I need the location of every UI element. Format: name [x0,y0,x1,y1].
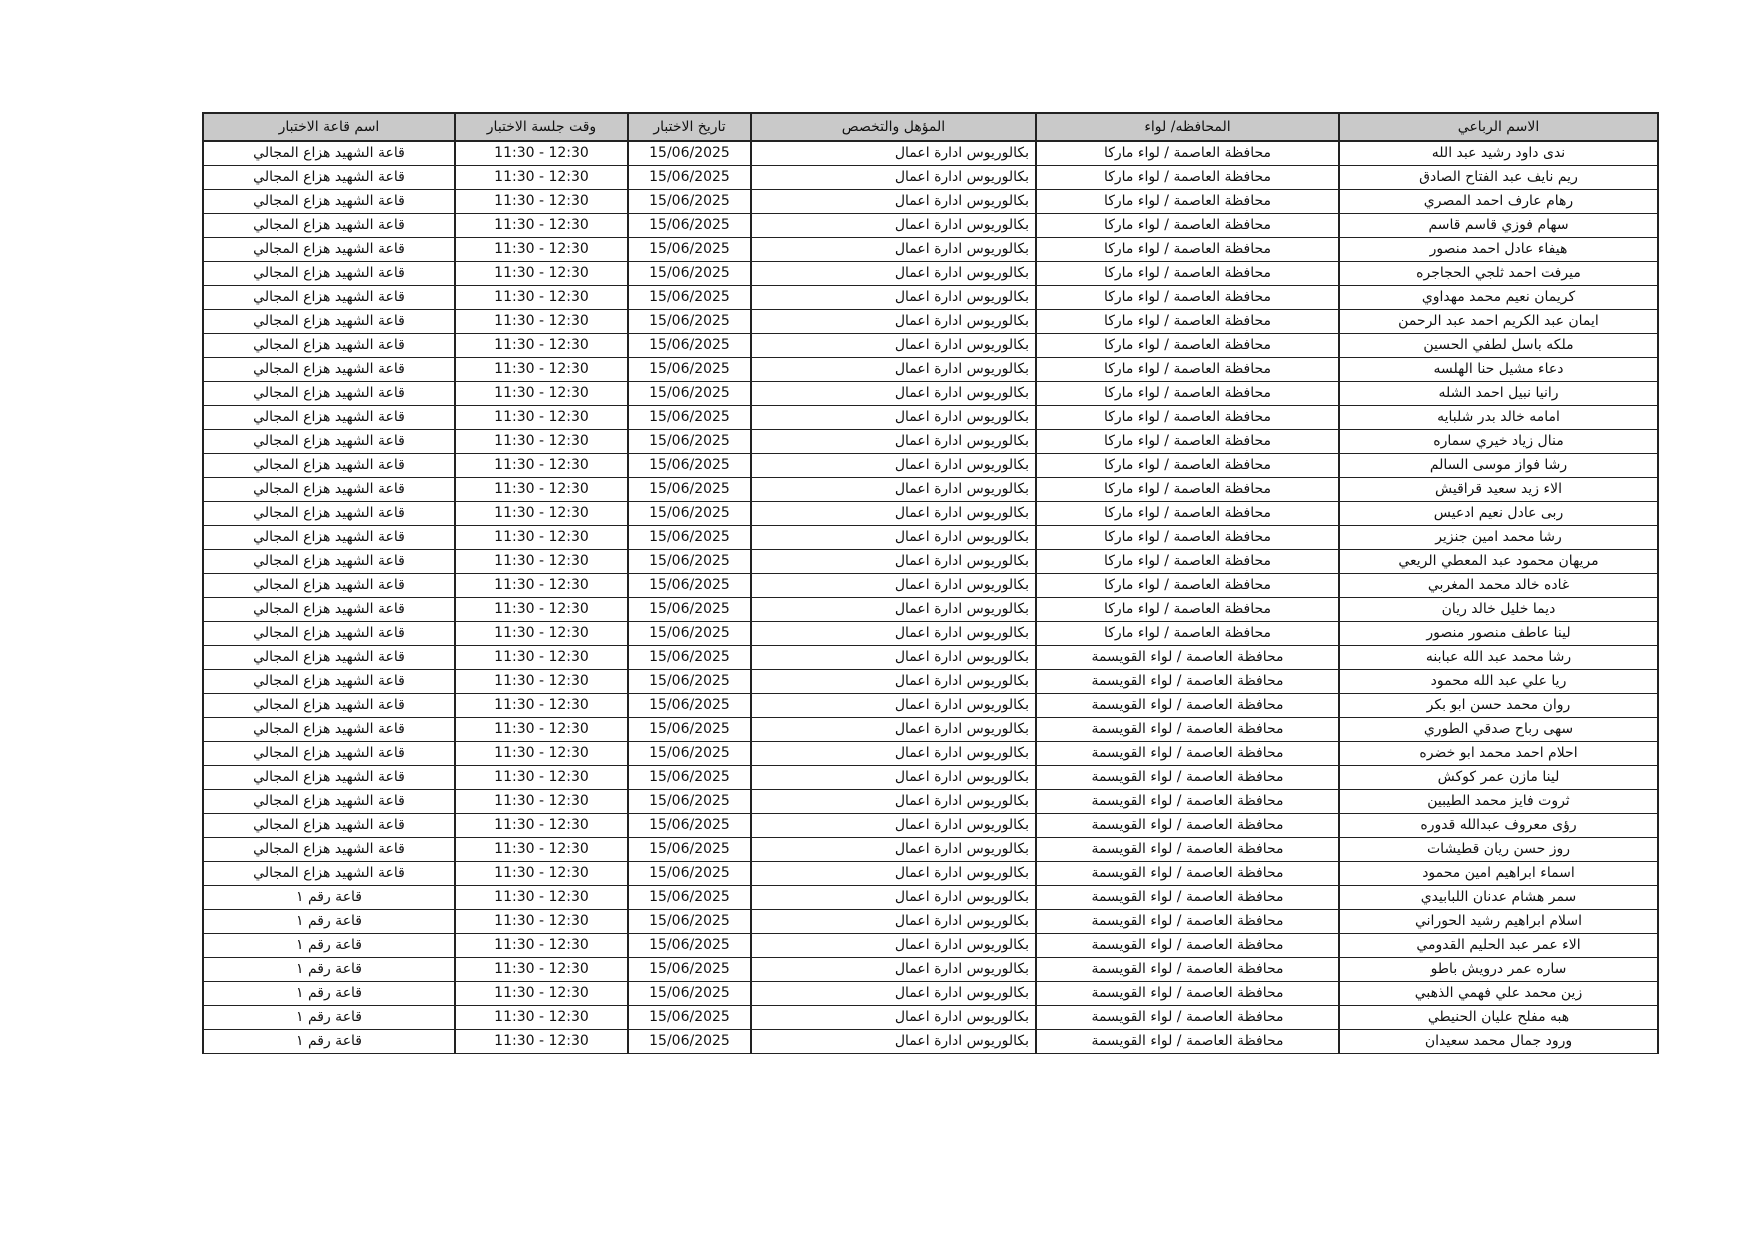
cell-qualification: بكالوريوس ادارة اعمال [751,814,1036,838]
cell-date: 15/06/2025 [628,646,751,670]
cell-qualification: بكالوريوس ادارة اعمال [751,910,1036,934]
cell-name: رانيا نبيل احمد الشله [1339,382,1658,406]
header-time: وقت جلسة الاختبار [455,113,628,141]
cell-qualification: بكالوريوس ادارة اعمال [751,742,1036,766]
cell-date: 15/06/2025 [628,430,751,454]
cell-date: 15/06/2025 [628,358,751,382]
cell-hall: قاعة الشهيد هزاع المجالي [203,766,455,790]
cell-time: 11:30 - 12:30 [455,334,628,358]
cell-qualification: بكالوريوس ادارة اعمال [751,382,1036,406]
cell-hall: قاعة الشهيد هزاع المجالي [203,310,455,334]
cell-date: 15/06/2025 [628,141,751,166]
cell-time: 11:30 - 12:30 [455,598,628,622]
cell-date: 15/06/2025 [628,1006,751,1030]
cell-governorate: محافظة العاصمة / لواء القويسمة [1036,718,1339,742]
cell-governorate: محافظة العاصمة / لواء ماركا [1036,598,1339,622]
cell-governorate: محافظة العاصمة / لواء ماركا [1036,478,1339,502]
cell-governorate: محافظة العاصمة / لواء ماركا [1036,406,1339,430]
cell-time: 11:30 - 12:30 [455,934,628,958]
cell-date: 15/06/2025 [628,406,751,430]
cell-governorate: محافظة العاصمة / لواء ماركا [1036,382,1339,406]
cell-date: 15/06/2025 [628,862,751,886]
cell-qualification: بكالوريوس ادارة اعمال [751,502,1036,526]
cell-name: هبه مفلح عليان الحنيطي [1339,1006,1658,1030]
cell-time: 11:30 - 12:30 [455,262,628,286]
table-row [203,262,1658,286]
cell-governorate: محافظة العاصمة / لواء ماركا [1036,550,1339,574]
table-row [203,502,1658,526]
cell-name: ميرفت احمد ثلجي الحجاجره [1339,262,1658,286]
cell-name: رشا فواز موسى السالم [1339,454,1658,478]
cell-governorate: محافظة العاصمة / لواء القويسمة [1036,910,1339,934]
cell-governorate: محافظة العاصمة / لواء القويسمة [1036,790,1339,814]
cell-qualification: بكالوريوس ادارة اعمال [751,478,1036,502]
table-row [203,958,1658,982]
cell-governorate: محافظة العاصمة / لواء ماركا [1036,286,1339,310]
cell-governorate: محافظة العاصمة / لواء ماركا [1036,622,1339,646]
table-row [203,718,1658,742]
cell-name: رشا محمد امين جنزير [1339,526,1658,550]
cell-name: منال زياد خيري سماره [1339,430,1658,454]
cell-hall: قاعة الشهيد هزاع المجالي [203,382,455,406]
cell-time: 11:30 - 12:30 [455,838,628,862]
header-date: تاريخ الاختبار [628,113,751,141]
cell-date: 15/06/2025 [628,238,751,262]
table-row [203,598,1658,622]
cell-name: لينا عاطف منصور منصور [1339,622,1658,646]
table-row [203,526,1658,550]
table-row [203,238,1658,262]
cell-name: ملكه باسل لطفي الحسين [1339,334,1658,358]
cell-hall: قاعة رقم ١ [203,1006,455,1030]
cell-qualification: بكالوريوس ادارة اعمال [751,766,1036,790]
cell-hall: قاعة الشهيد هزاع المجالي [203,502,455,526]
table-row [203,166,1658,190]
cell-hall: قاعة الشهيد هزاع المجالي [203,718,455,742]
cell-time: 11:30 - 12:30 [455,790,628,814]
cell-hall: قاعة الشهيد هزاع المجالي [203,190,455,214]
cell-qualification: بكالوريوس ادارة اعمال [751,574,1036,598]
cell-governorate: محافظة العاصمة / لواء القويسمة [1036,958,1339,982]
cell-name: ندى داود رشيد عبد الله [1339,141,1658,166]
cell-name: دعاء مشيل حنا الهلسه [1339,358,1658,382]
cell-qualification: بكالوريوس ادارة اعمال [751,214,1036,238]
cell-governorate: محافظة العاصمة / لواء ماركا [1036,574,1339,598]
cell-name: روان محمد حسن ابو بكر [1339,694,1658,718]
cell-hall: قاعة الشهيد هزاع المجالي [203,430,455,454]
cell-name: رهام عارف احمد المصري [1339,190,1658,214]
cell-governorate: محافظة العاصمة / لواء ماركا [1036,190,1339,214]
table-row [203,646,1658,670]
cell-governorate: محافظة العاصمة / لواء ماركا [1036,310,1339,334]
cell-time: 11:30 - 12:30 [455,526,628,550]
cell-time: 11:30 - 12:30 [455,1030,628,1054]
cell-hall: قاعة رقم ١ [203,934,455,958]
cell-name: غاده خالد محمد المغربي [1339,574,1658,598]
cell-time: 11:30 - 12:30 [455,478,628,502]
cell-date: 15/06/2025 [628,694,751,718]
cell-hall: قاعة الشهيد هزاع المجالي [203,838,455,862]
table-row [203,886,1658,910]
cell-hall: قاعة الشهيد هزاع المجالي [203,238,455,262]
cell-time: 11:30 - 12:30 [455,406,628,430]
cell-governorate: محافظة العاصمة / لواء القويسمة [1036,1006,1339,1030]
table-row [203,286,1658,310]
cell-governorate: محافظة العاصمة / لواء ماركا [1036,262,1339,286]
cell-time: 11:30 - 12:30 [455,766,628,790]
table-row [203,406,1658,430]
cell-time: 11:30 - 12:30 [455,430,628,454]
cell-date: 15/06/2025 [628,934,751,958]
cell-time: 11:30 - 12:30 [455,214,628,238]
table-row [203,454,1658,478]
cell-hall: قاعة الشهيد هزاع المجالي [203,358,455,382]
cell-qualification: بكالوريوس ادارة اعمال [751,358,1036,382]
cell-time: 11:30 - 12:30 [455,454,628,478]
cell-date: 15/06/2025 [628,838,751,862]
cell-governorate: محافظة العاصمة / لواء ماركا [1036,214,1339,238]
cell-date: 15/06/2025 [628,286,751,310]
cell-qualification: بكالوريوس ادارة اعمال [751,190,1036,214]
cell-name: امامه خالد بدر شلبايه [1339,406,1658,430]
header-qualification: المؤهل والتخصص [751,113,1036,141]
cell-name: زين محمد علي فهمي الذهبي [1339,982,1658,1006]
header-row [203,113,1658,141]
cell-governorate: محافظة العاصمة / لواء ماركا [1036,238,1339,262]
table-row [203,190,1658,214]
cell-hall: قاعة الشهيد هزاع المجالي [203,622,455,646]
table-row [203,982,1658,1006]
header-hall: اسم قاعة الاختبار [203,113,455,141]
cell-time: 11:30 - 12:30 [455,166,628,190]
cell-hall: قاعة الشهيد هزاع المجالي [203,742,455,766]
cell-qualification: بكالوريوس ادارة اعمال [751,934,1036,958]
cell-governorate: محافظة العاصمة / لواء القويسمة [1036,1030,1339,1054]
cell-qualification: بكالوريوس ادارة اعمال [751,670,1036,694]
cell-qualification: بكالوريوس ادارة اعمال [751,430,1036,454]
cell-name: ورود جمال محمد سعيدان [1339,1030,1658,1054]
cell-time: 11:30 - 12:30 [455,141,628,166]
header-name: الاسم الرباعي [1339,113,1658,141]
cell-governorate: محافظة العاصمة / لواء القويسمة [1036,766,1339,790]
cell-name: سمر هشام عدنان اللبابيدي [1339,886,1658,910]
table-row [203,934,1658,958]
cell-name: كريمان نعيم محمد مهداوي [1339,286,1658,310]
cell-governorate: محافظة العاصمة / لواء ماركا [1036,334,1339,358]
cell-governorate: محافظة العاصمة / لواء ماركا [1036,430,1339,454]
cell-qualification: بكالوريوس ادارة اعمال [751,1006,1036,1030]
cell-governorate: محافظة العاصمة / لواء القويسمة [1036,934,1339,958]
table-row [203,862,1658,886]
cell-qualification: بكالوريوس ادارة اعمال [751,406,1036,430]
cell-date: 15/06/2025 [628,478,751,502]
cell-name: ربى عادل نعيم ادعيس [1339,502,1658,526]
cell-time: 11:30 - 12:30 [455,382,628,406]
cell-qualification: بكالوريوس ادارة اعمال [751,334,1036,358]
cell-name: الاء زيد سعيد قراقيش [1339,478,1658,502]
cell-governorate: محافظة العاصمة / لواء القويسمة [1036,814,1339,838]
cell-governorate: محافظة العاصمة / لواء القويسمة [1036,670,1339,694]
cell-governorate: محافظة العاصمة / لواء القويسمة [1036,886,1339,910]
cell-time: 11:30 - 12:30 [455,958,628,982]
cell-time: 11:30 - 12:30 [455,358,628,382]
cell-governorate: محافظة العاصمة / لواء ماركا [1036,454,1339,478]
cell-hall: قاعة الشهيد هزاع المجالي [203,262,455,286]
cell-time: 11:30 - 12:30 [455,886,628,910]
cell-governorate: محافظة العاصمة / لواء القويسمة [1036,838,1339,862]
cell-name: ديما خليل خالد ريان [1339,598,1658,622]
cell-name: اسماء ابراهيم امين محمود [1339,862,1658,886]
cell-date: 15/06/2025 [628,310,751,334]
table-row [203,358,1658,382]
cell-hall: قاعة الشهيد هزاع المجالي [203,286,455,310]
cell-hall: قاعة الشهيد هزاع المجالي [203,526,455,550]
cell-governorate: محافظة العاصمة / لواء ماركا [1036,166,1339,190]
table-row [203,742,1658,766]
cell-qualification: بكالوريوس ادارة اعمال [751,550,1036,574]
table-row [203,670,1658,694]
cell-qualification: بكالوريوس ادارة اعمال [751,862,1036,886]
table-row [203,310,1658,334]
table-row [203,910,1658,934]
cell-governorate: محافظة العاصمة / لواء ماركا [1036,358,1339,382]
cell-name: ريم نايف عبد الفتاح الصادق [1339,166,1658,190]
cell-name: الاء عمر عبد الحليم القدومي [1339,934,1658,958]
cell-hall: قاعة الشهيد هزاع المجالي [203,694,455,718]
cell-date: 15/06/2025 [628,382,751,406]
cell-hall: قاعة الشهيد هزاع المجالي [203,141,455,166]
cell-name: هيفاء عادل احمد منصور [1339,238,1658,262]
cell-qualification: بكالوريوس ادارة اعمال [751,166,1036,190]
cell-time: 11:30 - 12:30 [455,814,628,838]
cell-date: 15/06/2025 [628,214,751,238]
cell-date: 15/06/2025 [628,622,751,646]
cell-hall: قاعة رقم ١ [203,982,455,1006]
cell-name: مريهان محمود عبد المعطي الريعي [1339,550,1658,574]
table-row [203,622,1658,646]
cell-governorate: محافظة العاصمة / لواء القويسمة [1036,742,1339,766]
table-row [203,1030,1658,1054]
cell-date: 15/06/2025 [628,598,751,622]
table-row [203,1006,1658,1030]
cell-date: 15/06/2025 [628,190,751,214]
cell-time: 11:30 - 12:30 [455,310,628,334]
table-row [203,766,1658,790]
header-governorate: المحافظه/ لواء [1036,113,1339,141]
cell-date: 15/06/2025 [628,574,751,598]
cell-qualification: بكالوريوس ادارة اعمال [751,694,1036,718]
cell-time: 11:30 - 12:30 [455,862,628,886]
cell-qualification: بكالوريوس ادارة اعمال [751,958,1036,982]
cell-name: سهام فوزي قاسم قاسم [1339,214,1658,238]
cell-date: 15/06/2025 [628,982,751,1006]
cell-qualification: بكالوريوس ادارة اعمال [751,838,1036,862]
exam-schedule-table [202,112,1659,1054]
cell-hall: قاعة الشهيد هزاع المجالي [203,814,455,838]
cell-time: 11:30 - 12:30 [455,238,628,262]
cell-time: 11:30 - 12:30 [455,622,628,646]
cell-name: ساره عمر درويش باطو [1339,958,1658,982]
cell-date: 15/06/2025 [628,742,751,766]
cell-hall: قاعة الشهيد هزاع المجالي [203,598,455,622]
cell-date: 15/06/2025 [628,262,751,286]
cell-name: سهى رباح صدقي الطوري [1339,718,1658,742]
cell-date: 15/06/2025 [628,502,751,526]
cell-hall: قاعة الشهيد هزاع المجالي [203,574,455,598]
cell-time: 11:30 - 12:30 [455,982,628,1006]
table-row [203,214,1658,238]
table-row [203,478,1658,502]
cell-qualification: بكالوريوس ادارة اعمال [751,238,1036,262]
cell-qualification: بكالوريوس ادارة اعمال [751,886,1036,910]
table-row [203,550,1658,574]
cell-date: 15/06/2025 [628,958,751,982]
table-row [203,334,1658,358]
cell-hall: قاعة رقم ١ [203,1030,455,1054]
cell-qualification: بكالوريوس ادارة اعمال [751,790,1036,814]
cell-time: 11:30 - 12:30 [455,190,628,214]
cell-name: ثروت فايز محمد الطيبين [1339,790,1658,814]
cell-date: 15/06/2025 [628,334,751,358]
cell-hall: قاعة رقم ١ [203,886,455,910]
cell-name: لينا مازن عمر كوكش [1339,766,1658,790]
cell-qualification: بكالوريوس ادارة اعمال [751,526,1036,550]
cell-hall: قاعة الشهيد هزاع المجالي [203,646,455,670]
table-row [203,790,1658,814]
cell-time: 11:30 - 12:30 [455,742,628,766]
cell-hall: قاعة الشهيد هزاع المجالي [203,550,455,574]
cell-date: 15/06/2025 [628,766,751,790]
cell-time: 11:30 - 12:30 [455,646,628,670]
cell-qualification: بكالوريوس ادارة اعمال [751,982,1036,1006]
cell-name: رؤى معروف عبدالله قدوره [1339,814,1658,838]
cell-date: 15/06/2025 [628,1030,751,1054]
cell-date: 15/06/2025 [628,550,751,574]
cell-governorate: محافظة العاصمة / لواء القويسمة [1036,646,1339,670]
table-body [203,141,1658,1054]
cell-qualification: بكالوريوس ادارة اعمال [751,286,1036,310]
table-header [203,113,1658,141]
cell-governorate: محافظة العاصمة / لواء ماركا [1036,502,1339,526]
cell-time: 11:30 - 12:30 [455,574,628,598]
cell-date: 15/06/2025 [628,790,751,814]
cell-name: ايمان عبد الكريم احمد عبد الرحمن [1339,310,1658,334]
cell-hall: قاعة رقم ١ [203,958,455,982]
cell-qualification: بكالوريوس ادارة اعمال [751,1030,1036,1054]
table-row [203,694,1658,718]
table-row [203,574,1658,598]
cell-date: 15/06/2025 [628,910,751,934]
cell-hall: قاعة الشهيد هزاع المجالي [203,214,455,238]
cell-time: 11:30 - 12:30 [455,502,628,526]
cell-name: روز حسن ريان قطيشات [1339,838,1658,862]
cell-name: رشا محمد عبد الله عبابنه [1339,646,1658,670]
cell-hall: قاعة الشهيد هزاع المجالي [203,166,455,190]
cell-governorate: محافظة العاصمة / لواء ماركا [1036,141,1339,166]
cell-governorate: محافظة العاصمة / لواء القويسمة [1036,982,1339,1006]
cell-qualification: بكالوريوس ادارة اعمال [751,310,1036,334]
table-row [203,838,1658,862]
cell-governorate: محافظة العاصمة / لواء القويسمة [1036,862,1339,886]
cell-time: 11:30 - 12:30 [455,550,628,574]
cell-governorate: محافظة العاصمة / لواء القويسمة [1036,694,1339,718]
cell-hall: قاعة الشهيد هزاع المجالي [203,670,455,694]
table-row [203,814,1658,838]
cell-date: 15/06/2025 [628,670,751,694]
table-row [203,430,1658,454]
cell-date: 15/06/2025 [628,526,751,550]
cell-qualification: بكالوريوس ادارة اعمال [751,646,1036,670]
cell-time: 11:30 - 12:30 [455,670,628,694]
cell-qualification: بكالوريوس ادارة اعمال [751,622,1036,646]
cell-hall: قاعة رقم ١ [203,910,455,934]
cell-qualification: بكالوريوس ادارة اعمال [751,598,1036,622]
cell-qualification: بكالوريوس ادارة اعمال [751,262,1036,286]
cell-date: 15/06/2025 [628,814,751,838]
cell-hall: قاعة الشهيد هزاع المجالي [203,478,455,502]
cell-qualification: بكالوريوس ادارة اعمال [751,718,1036,742]
cell-time: 11:30 - 12:30 [455,694,628,718]
cell-hall: قاعة الشهيد هزاع المجالي [203,406,455,430]
cell-name: ريا علي عبد الله محمود [1339,670,1658,694]
cell-date: 15/06/2025 [628,454,751,478]
table-row [203,141,1658,166]
cell-time: 11:30 - 12:30 [455,286,628,310]
cell-hall: قاعة الشهيد هزاع المجالي [203,334,455,358]
cell-hall: قاعة الشهيد هزاع المجالي [203,862,455,886]
cell-hall: قاعة الشهيد هزاع المجالي [203,454,455,478]
cell-hall: قاعة الشهيد هزاع المجالي [203,790,455,814]
cell-date: 15/06/2025 [628,886,751,910]
cell-qualification: بكالوريوس ادارة اعمال [751,454,1036,478]
cell-qualification: بكالوريوس ادارة اعمال [751,141,1036,166]
cell-date: 15/06/2025 [628,718,751,742]
cell-time: 11:30 - 12:30 [455,1006,628,1030]
cell-date: 15/06/2025 [628,166,751,190]
cell-governorate: محافظة العاصمة / لواء ماركا [1036,526,1339,550]
cell-time: 11:30 - 12:30 [455,910,628,934]
cell-name: احلام احمد محمد ابو خضره [1339,742,1658,766]
table-row [203,382,1658,406]
cell-time: 11:30 - 12:30 [455,718,628,742]
cell-name: اسلام ابراهيم رشيد الحوراني [1339,910,1658,934]
